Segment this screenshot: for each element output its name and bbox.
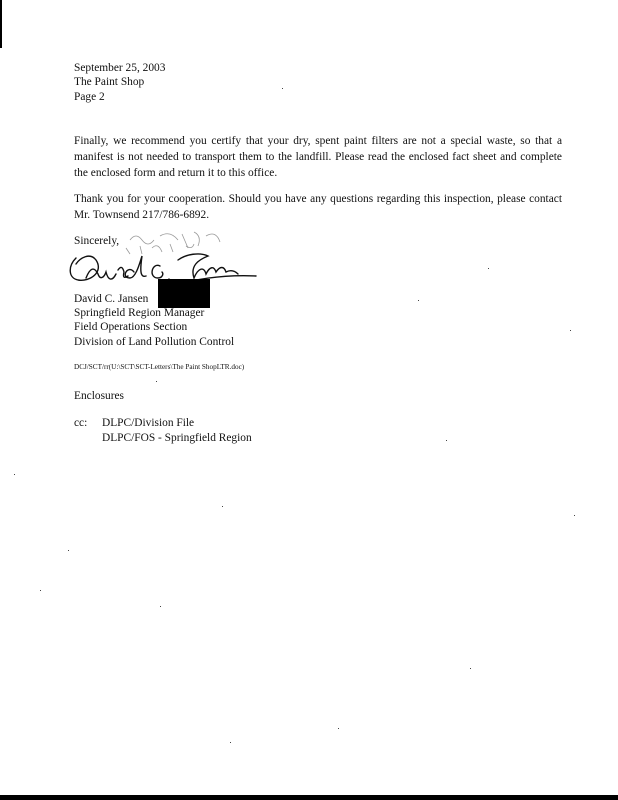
scan-edge-left: [0, 0, 2, 48]
scan-speck: [446, 440, 447, 441]
scan-speck: [338, 728, 339, 729]
cc-recipient: DLPC/FOS - Springfield Region: [102, 432, 252, 444]
body-paragraph-2: Thank you for your cooperation. Should you have any questions regarding this inspection, please contact Mr. Townsend 217/786-6892.: [74, 193, 562, 221]
cc-recipient: DLPC/Division File: [102, 417, 195, 429]
closing-salutation: Sincerely,: [74, 235, 120, 247]
scan-speck: [230, 742, 231, 743]
scan-speck: [156, 381, 157, 382]
signer-title: Springfield Region Manager: [74, 307, 205, 319]
letter-recipient: The Paint Shop: [74, 76, 145, 88]
redaction-block: [158, 279, 210, 308]
letter-date: September 25, 2003: [74, 62, 166, 74]
handwritten-signature: [60, 226, 270, 286]
scan-speck: [40, 590, 41, 591]
scan-speck: [574, 515, 575, 516]
body-paragraph-1: Finally, we recommend you certify that your dry, spent paint filters are not a special waste, so that a manifest is not needed to transport them to the landfill. Please read the enclosed fact sheet and complete the enclosed form and return it to this office.: [74, 135, 562, 179]
scan-speck: [222, 506, 223, 507]
scan-speck: [470, 668, 471, 669]
reference-line: DCJ/SCT/rr(U:\SCT\SCT-Letters\The Paint ShopLTR.doc): [74, 363, 245, 371]
signer-name: David C. Jansen: [74, 293, 149, 305]
cc-label: cc:: [74, 417, 88, 429]
scan-speck: [282, 88, 283, 89]
scan-speck: [68, 550, 69, 551]
scan-speck: [160, 606, 161, 607]
scan-speck: [488, 268, 489, 269]
scan-speck: [570, 330, 571, 331]
scan-speck: [14, 474, 15, 475]
division-name: Division of Land Pollution Control: [74, 336, 235, 348]
enclosures-label: Enclosures: [74, 390, 124, 402]
page-number: Page 2: [74, 91, 105, 103]
scan-speck: [418, 300, 419, 301]
scan-edge-bottom: [0, 795, 618, 800]
section-name: Field Operations Section: [74, 321, 188, 333]
